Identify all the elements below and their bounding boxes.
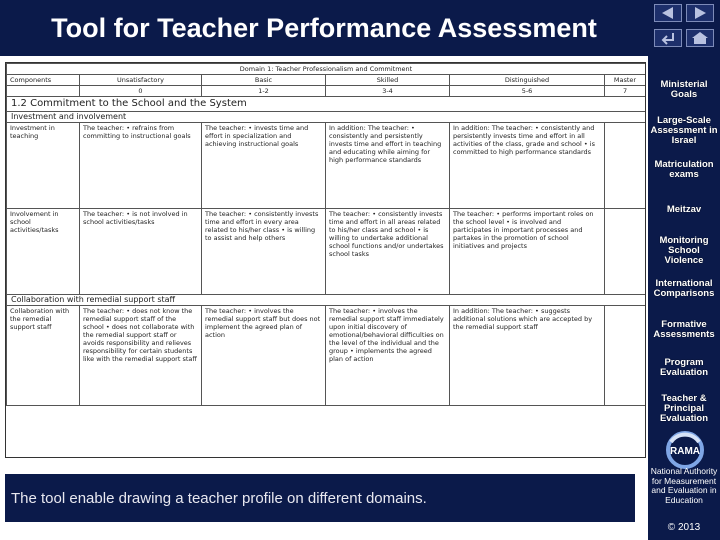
table-cell: In addition: The teacher: • suggests additional solutions which are accepted by the remedial support staff: [450, 306, 605, 406]
prev-button[interactable]: [654, 4, 682, 22]
sidebar-item-program-evaluation[interactable]: Program Evaluation: [659, 357, 709, 378]
next-button[interactable]: [686, 4, 714, 22]
sidebar-item-large-scale-assessment[interactable]: Large-Scale Assessment in Israel: [650, 115, 718, 146]
domain-title: Domain 1: Teacher Professionalism and Commitment: [7, 64, 646, 75]
rama-logo-text: RAMA: [670, 446, 700, 457]
arrow-left-icon: [655, 5, 681, 21]
subsection-collaboration: Collaboration with remedial support staff: [7, 295, 646, 306]
sidebar-item-matriculation[interactable]: Matriculation exams: [654, 159, 714, 180]
sidebar-item-ministerial-goals[interactable]: Ministerial Goals: [660, 79, 708, 100]
slide-title: Tool for Teacher Performance Assessment: [0, 0, 648, 56]
score-basic: 1-2: [202, 86, 326, 97]
table-cell: The teacher: • performs important roles on the school level • is involved and participates in important processes and partakes in the promotion of school initiatives and projects: [450, 209, 605, 295]
authority-name: National Authority for Measurement and Evaluation in Education: [650, 466, 718, 505]
return-button[interactable]: [654, 29, 682, 47]
sidebar-item-international-comparisons[interactable]: International Comparisons: [653, 278, 715, 299]
table-cell: In addition: The teacher: • consistently and persistently invests time and effort in all activities of the class, grade and school • is committed to high performance standards: [450, 123, 605, 209]
table-cell: The teacher: • consistently invests time and effort in all areas related to his/her class and school • is willing to undertake additional school functions and/or undertakes school tasks: [326, 209, 450, 295]
score-skilled: 3-4: [326, 86, 450, 97]
assessment-table-image: [5, 62, 646, 458]
level-basic: Basic: [202, 75, 326, 86]
level-skilled: Skilled: [326, 75, 450, 86]
table-cell: [605, 306, 646, 406]
caption-box: The tool enable drawing a teacher profile on different domains.: [5, 474, 635, 522]
table-cell: The teacher: • refrains from committing to instructional goals: [80, 123, 202, 209]
sidebar-item-school-violence[interactable]: Monitoring School Violence: [659, 235, 709, 266]
return-icon: [655, 30, 681, 46]
component-collaboration: Collaboration with the remedial support staff: [7, 306, 80, 406]
table-cell: The teacher: • consistently invests time and effort in every area related to his/her class • is willing to assist and help others: [202, 209, 326, 295]
level-master: Master: [605, 75, 646, 86]
sidebar-item-teacher-principal-evaluation[interactable]: Teacher & Principal Evaluation: [659, 393, 709, 424]
table-cell: [605, 209, 646, 295]
table-cell: The teacher: • is not involved in school activities/tasks: [80, 209, 202, 295]
sidebar-item-meitzav[interactable]: Meitzav: [666, 204, 702, 215]
level-unsatisfactory: Unsatisfactory: [80, 75, 202, 86]
nav-controls: [650, 2, 718, 52]
table-cell: In addition: The teacher: • consistently and persistently invests time and effort in teaching and educating while aiming for high performance standards: [326, 123, 450, 209]
level-distinguished: Distinguished: [450, 75, 605, 86]
home-icon: [687, 30, 713, 46]
sidebar-item-formative-assessments[interactable]: Formative Assessments: [653, 319, 715, 340]
score-master: 7: [605, 86, 646, 97]
score-unsatisfactory: 0: [80, 86, 202, 97]
arrow-right-icon: [687, 5, 713, 21]
table-cell: The teacher: • does not know the remedial support staff of the school • does not collaborate with the remedial support staff or avoids responsibility and relieves responsibility for certain students like with the remedial support staff: [80, 306, 202, 406]
rama-logo: [663, 430, 707, 470]
section-title: 1.2 Commitment to the School and the System: [7, 97, 646, 112]
component-investment: Investment in teaching: [7, 123, 80, 209]
home-button[interactable]: [686, 29, 714, 47]
table-cell: The teacher: • involves the remedial support staff immediately upon initial discovery of emotional/behavioral difficulties on the level of the individual and the group • implements the agreed plan of action: [326, 306, 450, 406]
subsection-investment: Investment and involvement: [7, 112, 646, 123]
table-cell: [605, 123, 646, 209]
components-header: Components: [7, 75, 80, 86]
table-cell: The teacher: • involves the remedial support staff but does not implement the agreed plan of action: [202, 306, 326, 406]
copyright: © 2013: [667, 522, 701, 533]
table-cell: The teacher: • invests time and effort in specialization and achieving instructional goals: [202, 123, 326, 209]
score-distinguished: 5-6: [450, 86, 605, 97]
component-involvement: Involvement in school activities/tasks: [7, 209, 80, 295]
